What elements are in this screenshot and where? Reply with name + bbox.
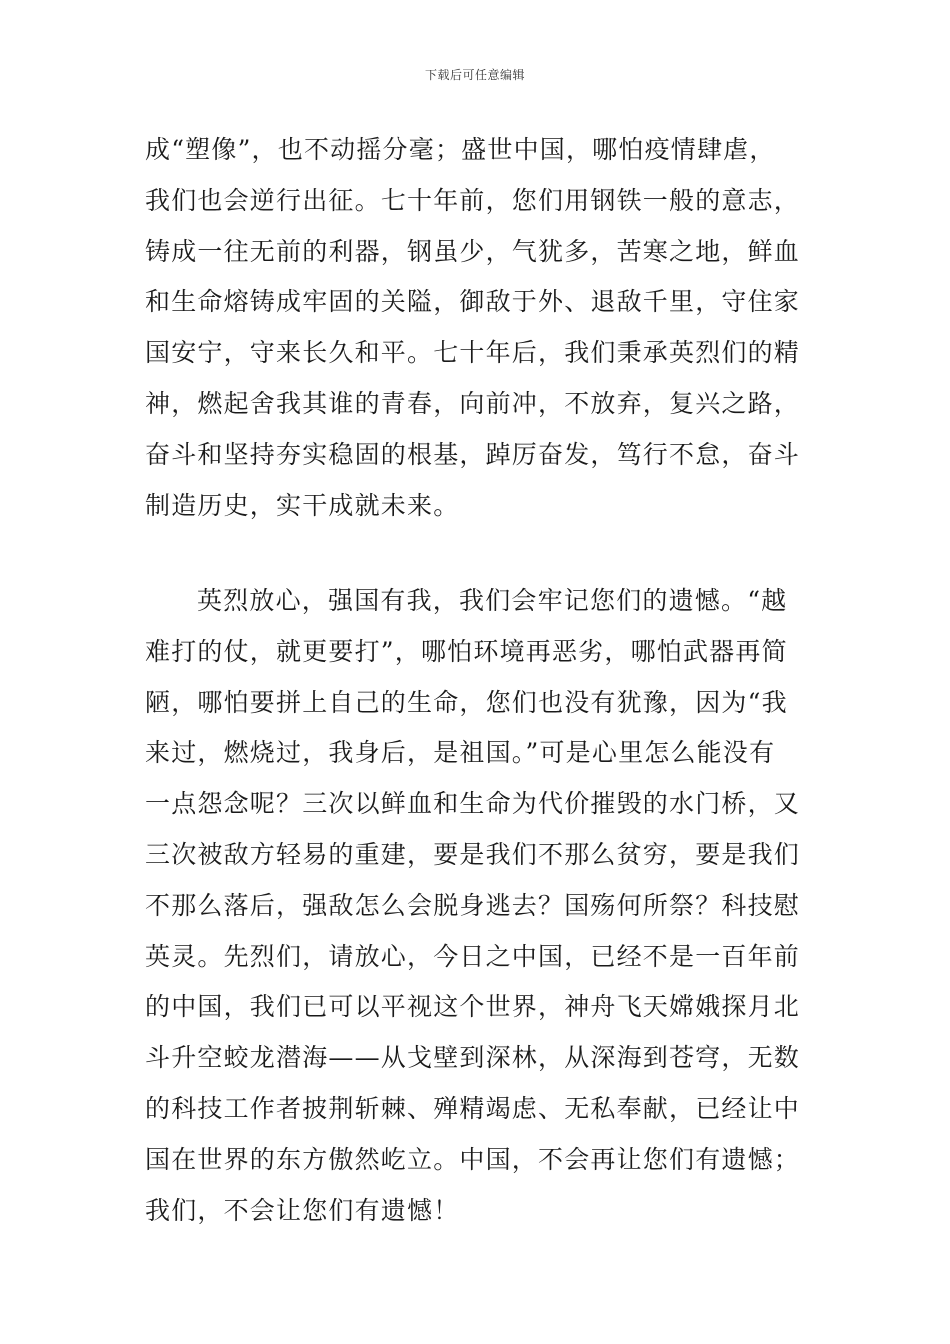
text-line: 国安宁，守来长久和平。七十年后，我们秉承英烈们的精 <box>145 338 801 368</box>
text-line: 三次被敌方轻易的重建，要是我们不那么贫穷，要是我们 <box>145 839 801 869</box>
page-header: 下载后可任意编辑 <box>424 68 525 82</box>
text-line: 一点怨念呢？三次以鲜血和生命为代价摧毁的水门桥，又 <box>145 789 801 819</box>
text-line: 不那么落后，强敌怎么会脱身逃去？国殇何所祭？科技慰 <box>145 890 801 920</box>
text-line: 的科技工作者披荆斩棘、殚精竭虑、无私奉献，已经让中 <box>145 1093 801 1123</box>
text-line: 制造历史，实干成就未来。 <box>145 490 460 520</box>
text-line: 我们，不会让您们有遗憾！ <box>145 1195 460 1225</box>
text-line: 难打的仗，就更要打”，哪怕环境再恶劣，哪怕武器再简 <box>145 636 788 666</box>
text-line: 和生命熔铸成牢固的关隘，御敌于外、退敌千里，守住家 <box>145 287 801 317</box>
text-line: 神，燃起舍我其谁的青春，向前冲，不放弃，复兴之路， <box>145 388 801 418</box>
text-line: 陋，哪怕要拼上自己的生命，您们也没有犹豫，因为“我 <box>145 687 788 717</box>
text-line: 来过，燃烧过，我身后，是祖国。”可是心里怎么能没有 <box>145 738 776 768</box>
text-line: 国在世界的东方傲然屹立。中国，不会再让您们有遗憾； <box>145 1144 801 1174</box>
paragraph-2 <box>145 576 810 1236</box>
text-line: 成“塑像”，也不动摇分毫；盛世中国，哪怕疫情肆虐， <box>145 135 776 164</box>
paragraph-1 <box>145 125 810 531</box>
text-line: 的中国，我们已可以平视这个世界，神舟飞天嫦娥探月北 <box>145 992 801 1022</box>
text-line: 铸成一往无前的利器，钢虽少，气犹多，苦寒之地，鲜血 <box>145 236 801 266</box>
text-line: 我们也会逆行出征。七十年前，您们用钢铁一般的意志， <box>145 185 801 215</box>
text-line: 斗升空蛟龙潜海——从戈壁到深林，从深海到苍穹，无数 <box>145 1043 801 1073</box>
text-line: 英烈放心，强国有我，我们会牢记您们的遗憾。“越 <box>197 586 788 615</box>
text-line: 奋斗和坚持夯实稳固的根基，踔厉奋发，笃行不怠，奋斗 <box>145 439 801 469</box>
text-line: 英灵。先烈们，请放心，今日之中国，已经不是一百年前 <box>145 941 801 971</box>
